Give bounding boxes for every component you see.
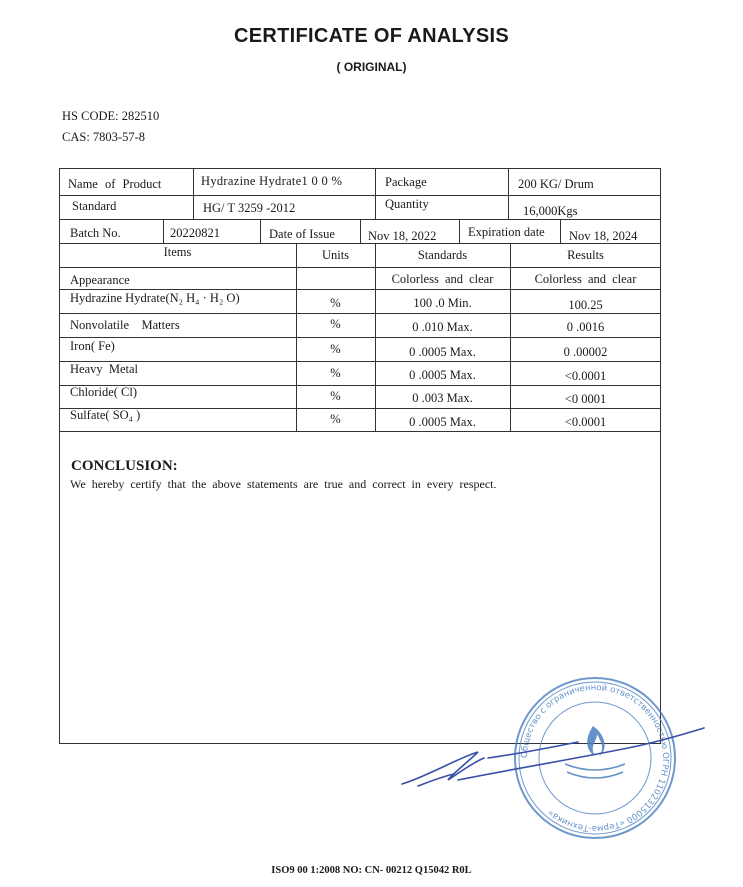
row-divider — [59, 337, 661, 338]
hs-code: HS CODE: 282510 — [62, 109, 160, 123]
standard-label: Standard — [72, 199, 117, 213]
row-result: <0 0001 — [564, 392, 607, 406]
row-item: Nonvolatile Matters — [70, 318, 180, 332]
expiration-label: Expiration date — [468, 225, 545, 239]
row-unit: % — [330, 317, 341, 331]
conclusion-text: We hereby certify that the above statements are true and correct in every respect. — [70, 477, 497, 491]
col-divider — [360, 219, 361, 243]
iso-footer: ISO9 00 1:2008 NO: CN- 00212 Q15042 R0L — [271, 865, 472, 876]
row-divider — [59, 361, 661, 362]
header-results: Results — [567, 248, 604, 262]
signature — [398, 718, 708, 798]
cas-number: CAS: 7803-57-8 — [62, 130, 145, 144]
row-item: Appearance — [70, 273, 130, 287]
row-divider — [59, 267, 661, 268]
row-unit: % — [330, 296, 341, 310]
col-divider — [260, 219, 261, 243]
row-divider — [59, 408, 661, 409]
batch-value: 20220821 — [170, 226, 220, 240]
row-result: <0.0001 — [564, 369, 607, 383]
row-item: Chloride( Cl) — [70, 385, 138, 399]
row-divider — [59, 195, 661, 196]
row-divider — [59, 243, 661, 244]
quantity-value: 16,000Kgs — [523, 204, 578, 218]
document-title: CERTIFICATE OF ANALYSIS — [233, 25, 510, 47]
row-result: 0 .00002 — [563, 345, 608, 359]
issue-date-value: Nov 18, 2022 — [368, 229, 437, 243]
row-unit: % — [330, 389, 341, 403]
row-standard: Colorless and clear — [391, 272, 494, 286]
row-unit: % — [330, 342, 341, 356]
row-standard: 0 .003 Max. — [412, 391, 473, 405]
expiration-value: Nov 18, 2024 — [569, 229, 638, 243]
row-result: 100.25 — [568, 298, 603, 312]
package-label: Package — [385, 175, 427, 189]
row-divider — [59, 431, 661, 432]
svg-text:Общество с ограниченной ответс: Общество с ограниченной ответственностью ОГРН 1102315000 «Терма-Техника» — [519, 682, 671, 834]
row-item: Hydrazine Hydrate(N₂ H₄ · H₂ O) — [70, 291, 240, 305]
col-divider — [163, 219, 164, 243]
batch-label: Batch No. — [70, 226, 121, 240]
header-units: Units — [321, 248, 350, 262]
row-standard: 0 .0005 Max. — [409, 415, 476, 429]
col-divider — [375, 168, 376, 219]
row-unit: % — [330, 412, 341, 426]
header-items: Items — [163, 245, 192, 259]
row-divider — [59, 313, 661, 314]
row-item: Heavy Metal — [70, 362, 139, 376]
row-result: Colorless and clear — [534, 272, 637, 286]
col-divider — [560, 219, 561, 243]
row-result: 0 .0016 — [566, 320, 605, 334]
row-divider — [59, 385, 661, 386]
standard-value: HG/ T 3259 -2012 — [203, 201, 296, 215]
header-standards: Standards — [417, 248, 468, 262]
col-divider — [193, 168, 194, 219]
row-item: Sulfate( SO₄ ) — [70, 408, 141, 422]
row-standard: 0 .0005 Max. — [409, 368, 476, 382]
conclusion-heading: CONCLUSION: — [71, 458, 178, 474]
package-value: 200 KG/ Drum — [518, 177, 594, 191]
product-name-value: Hydrazine Hydrate1 0 0 % — [201, 174, 343, 188]
row-standard: 0 .010 Max. — [412, 320, 473, 334]
row-unit: % — [330, 366, 341, 380]
document-subtitle: ( ORIGINAL) — [336, 60, 407, 74]
quantity-label: Quantity — [385, 197, 429, 211]
product-name-label: Name of Product — [68, 177, 162, 191]
row-standard: 100 .0 Min. — [413, 296, 472, 310]
row-standard: 0 .0005 Max. — [409, 345, 476, 359]
row-result: <0.0001 — [564, 415, 607, 429]
col-divider — [459, 219, 460, 243]
issue-date-label: Date of Issue — [269, 227, 335, 241]
row-item: Iron( Fe) — [70, 339, 115, 353]
row-divider — [59, 289, 661, 290]
col-divider — [508, 168, 509, 219]
